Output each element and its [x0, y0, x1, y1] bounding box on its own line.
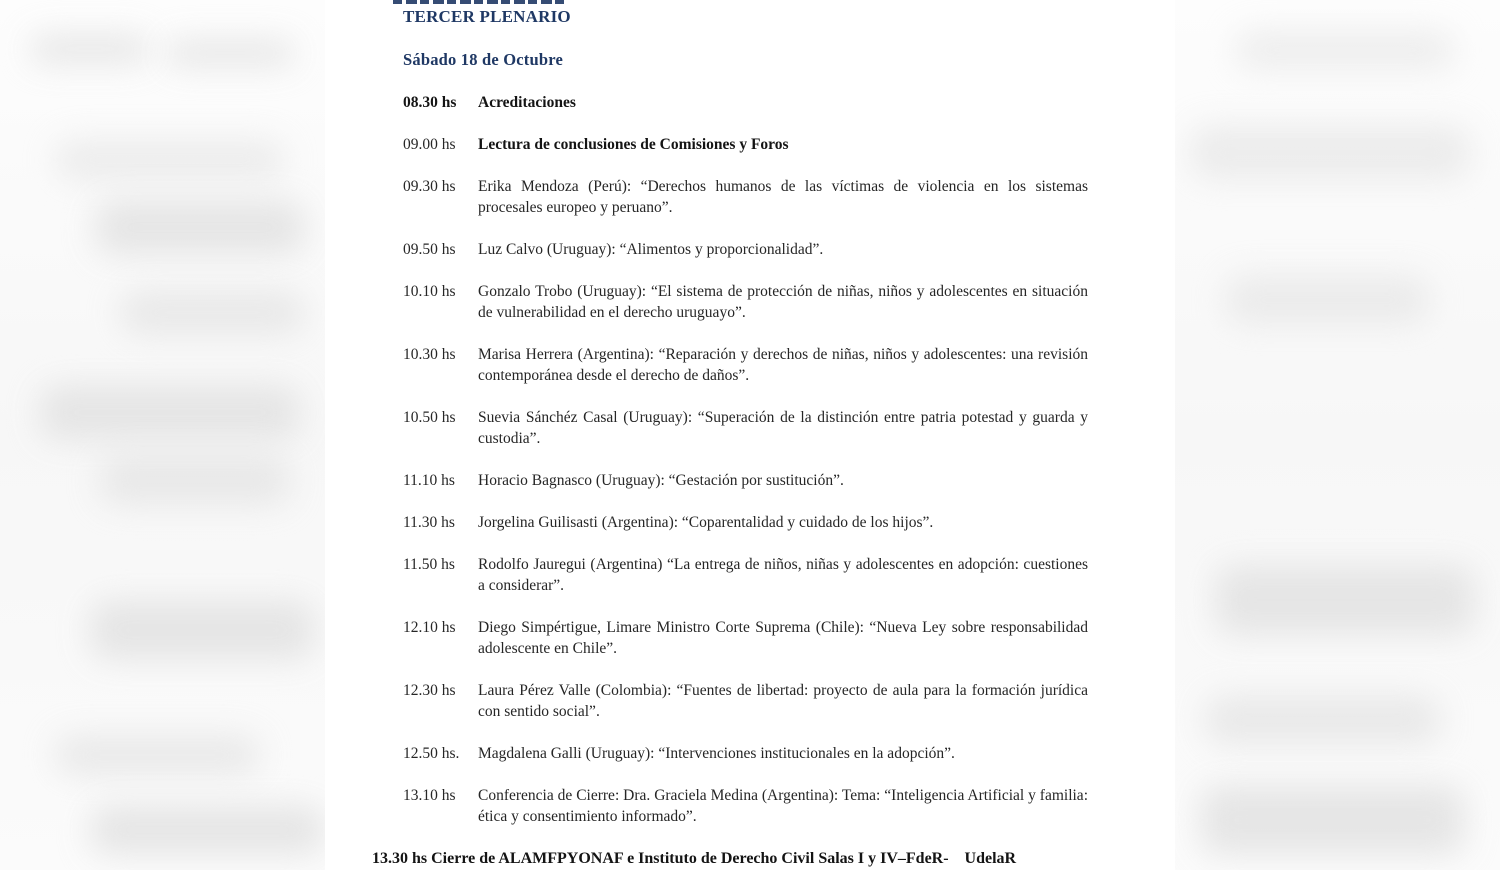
blur-blob: [30, 35, 150, 63]
blur-blob: [1215, 565, 1475, 635]
schedule-time: 10.50 hs: [403, 409, 456, 426]
document-page: [325, 0, 1175, 870]
schedule-entry-text: Lectura de conclusiones de Comisiones y Foros: [478, 136, 789, 153]
schedule-time: 11.30 hs: [403, 514, 455, 531]
blur-blob: [90, 805, 325, 855]
blur-blob: [1235, 30, 1455, 70]
schedule-row: [403, 785, 1088, 827]
schedule-row: [403, 470, 1088, 491]
blur-blob: [55, 735, 260, 775]
schedule-time: 12.30 hs: [403, 682, 456, 699]
schedule-time: 12.50 hs.: [403, 745, 460, 762]
blur-blob: [1200, 785, 1465, 855]
schedule-entry-text: Rodolfo Jauregui (Argentina) “La entrega de niños, niñas y adolescentes en adopción: cuestiones a considerar”.: [478, 556, 1088, 594]
blur-blob: [100, 455, 290, 505]
blur-blob: [165, 40, 295, 66]
page-title: TERCER PLENARIO: [403, 7, 571, 26]
schedule-time: 11.50 hs: [403, 556, 455, 573]
blur-blob: [40, 385, 300, 440]
clipped-text-sliver: [393, 0, 565, 4]
background-blur-right: [1175, 0, 1500, 870]
blur-blob: [90, 600, 315, 660]
schedule-row: [403, 92, 1088, 113]
schedule-row: [403, 407, 1088, 449]
schedule-time: 10.30 hs: [403, 346, 456, 363]
schedule-row: [403, 512, 1088, 533]
date-heading: Sábado 18 de Octubre: [403, 50, 564, 69]
schedule-entry-text: Luz Calvo (Uruguay): “Alimentos y proporcionalidad”.: [478, 241, 824, 258]
schedule-row: [403, 344, 1088, 386]
schedule-entry-text: Horacio Bagnasco (Uruguay): “Gestación por sustitución”.: [478, 472, 844, 489]
schedule-row: [403, 554, 1088, 596]
schedule-entry-text: Diego Simpértigue, Limare Ministro Corte Suprema (Chile): “Nueva Ley sobre responsabilidad adolescente en Chile”.: [478, 619, 1088, 657]
schedule-row: [403, 239, 1088, 260]
blur-blob: [55, 140, 285, 180]
schedule-entry-text: Conferencia de Cierre: Dra. Graciela Medina (Argentina): Tema: “Inteligencia Artificial y familia: ética y consentimiento informado”.: [478, 787, 1088, 825]
blur-blob: [1190, 125, 1470, 180]
schedule-row: [403, 281, 1088, 323]
schedule-entry-text: Erika Mendoza (Perú): “Derechos humanos de las víctimas de violencia en los sistemas procesales europeo y peruano”.: [478, 178, 1088, 216]
schedule-list: [403, 92, 1088, 827]
closing-line: 13.30 hs Cierre de ALAMFPYONAF e Instituto de Derecho Civil Salas I y IV–FdeR- UdelaR: [372, 850, 1017, 867]
schedule-time: 10.10 hs: [403, 283, 456, 300]
schedule-row: [403, 176, 1088, 218]
schedule-entry-text: Jorgelina Guilisasti (Argentina): “Coparentalidad y cuidado de los hijos”.: [478, 514, 934, 531]
blur-blob: [1225, 275, 1430, 325]
schedule-row: [403, 617, 1088, 659]
schedule-time: 09.30 hs: [403, 178, 456, 195]
blur-blob: [120, 290, 305, 335]
blur-blob: [1205, 695, 1440, 745]
schedule-entry-text: Magdalena Galli (Uruguay): “Intervenciones institucionales en la adopción”.: [478, 745, 955, 762]
schedule-time: 13.10 hs: [403, 787, 456, 804]
schedule-time: 11.10 hs: [403, 472, 455, 489]
schedule-time: 08.30 hs: [403, 94, 457, 111]
schedule-entry-text: Suevia Sánchéz Casal (Uruguay): “Superación de la distinción entre patria potestad y guarda y custodia”.: [478, 409, 1088, 447]
schedule-entry-text: Gonzalo Trobo (Uruguay): “El sistema de protección de niñas, niños y adolescentes en situación de vulnerabilidad en el derecho uruguayo”.: [478, 283, 1088, 321]
background-blur-left: [0, 0, 325, 870]
schedule-entry-text: Laura Pérez Valle (Colombia): “Fuentes de libertad: proyecto de aula para la formación jurídica con sentido social”.: [478, 682, 1088, 720]
schedule-time: 12.10 hs: [403, 619, 456, 636]
schedule-row: [403, 680, 1088, 722]
schedule-row: [403, 743, 1088, 764]
schedule-entry-text: Acreditaciones: [478, 94, 576, 111]
schedule-row: [403, 134, 1088, 155]
blur-blob: [95, 200, 305, 255]
schedule-entry-text: Marisa Herrera (Argentina): “Reparación y derechos de niñas, niños y adolescentes: una revisión contemporánea desde el derecho de daños”.: [478, 346, 1088, 384]
schedule-time: 09.50 hs: [403, 241, 456, 258]
schedule-time: 09.00 hs: [403, 136, 456, 153]
